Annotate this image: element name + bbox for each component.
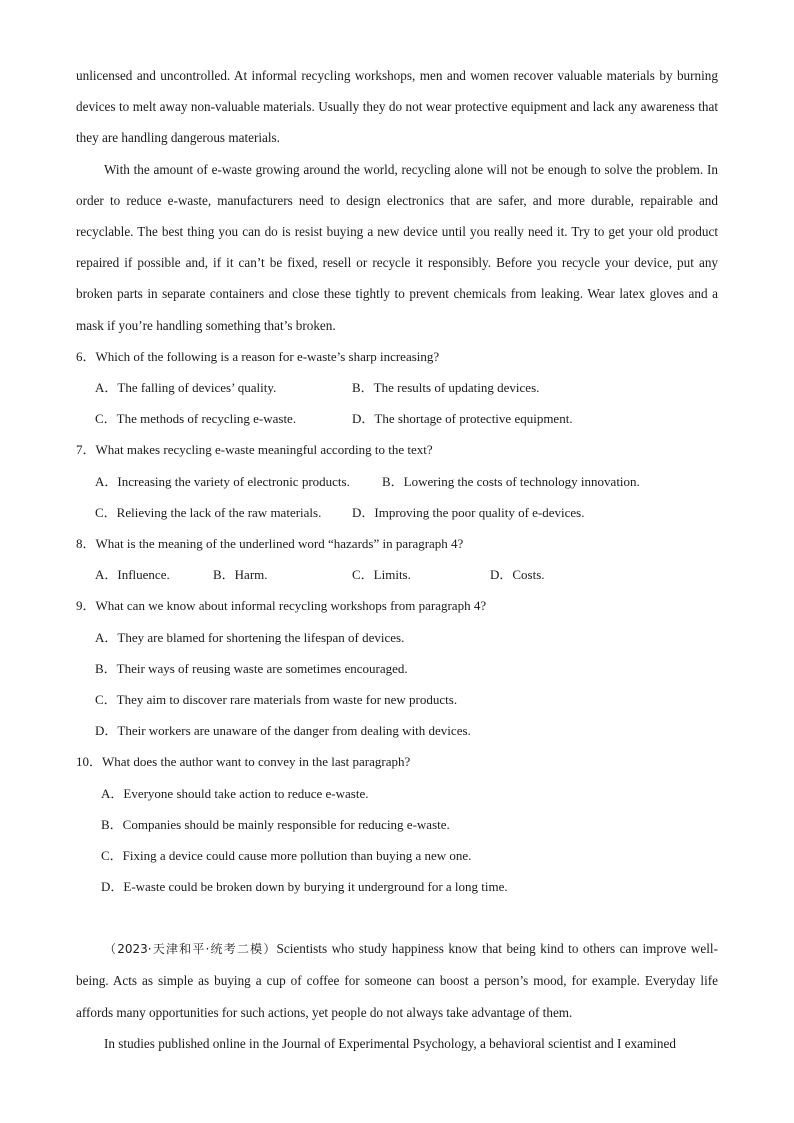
option-row xyxy=(76,372,718,403)
question-9 xyxy=(76,590,718,746)
passage1-paragraph-continued: unlicensed and uncontrolled. At informal recycling workshops, men and women recover valuable materials by burning devices to melt away non-valuable materials. Usually they do not wear protective equipment and lack any awareness that they are handling dangerous materials. xyxy=(76,68,718,146)
option-a: A．They are blamed for shortening the lifespan of devices. xyxy=(95,629,405,645)
question-8 xyxy=(76,528,718,590)
question-10 xyxy=(76,746,718,902)
passage1-last-paragraph: With the amount of e-waste growing around the world, recycling alone will not be enough to solve the problem. In order to reduce e-waste, manufacturers need to design electronics that are safer, and more durable, repairable and recyclable. The best thing you can do is resist buying a new device until you really need it. Try to get your old product repaired if possible and, if it can’t be fixed, resell or recycle it responsibly. Before you recycle your device, put any broken parts in separate containers and close these tightly to prevent chemicals from leaking. Wear latex gloves and a mask if you’re handling something that’s broken. xyxy=(76,161,718,333)
option-b: B．Their ways of reusing waste are sometimes encouraged. xyxy=(95,660,408,676)
question-stem: 9．What can we know about informal recycling workshops from paragraph 4? xyxy=(76,598,487,614)
option-b: B．Lowering the costs of technology innovation. xyxy=(382,473,640,489)
passage2-first-paragraph xyxy=(76,933,718,1028)
option-d: D．Their workers are unaware of the danger from dealing with devices. xyxy=(95,723,471,739)
question-stem: 7．What makes recycling e-waste meaningful according to the text? xyxy=(76,442,433,458)
option-row xyxy=(76,466,718,497)
option-a: A．The falling of devices’ quality. xyxy=(95,380,277,396)
option-c: C．Relieving the lack of the raw materials. xyxy=(95,504,322,520)
question-7 xyxy=(76,434,718,528)
option-c: C．Limits. xyxy=(352,567,411,583)
option-d: D．Improving the poor quality of e-devices. xyxy=(352,504,585,520)
question-stem: 10．What does the author want to convey in the last paragraph? xyxy=(76,754,411,770)
option-a: A．Everyone should take action to reduce e-waste. xyxy=(101,785,369,801)
option-c: C．They aim to discover rare materials from waste for new products. xyxy=(95,691,458,707)
option-d: D．The shortage of protective equipment. xyxy=(352,411,573,427)
passage2-second-paragraph: In studies published online in the Journal of Experimental Psychology, a behavioral scientist and I examined xyxy=(104,1035,676,1051)
option-a: A．Increasing the variety of electronic products. xyxy=(95,473,350,489)
option-a: A．Influence. xyxy=(95,567,170,583)
question-6 xyxy=(76,341,718,435)
question-stem: 6．Which of the following is a reason for e-waste’s sharp increasing? xyxy=(76,348,440,364)
passage2-first-paragraph-text: Scientists who study happiness know that being kind to others can improve well-being. Acts as simple as buying a cup of coffee for someone can boost a person’s mood, for example. Everyday life affords many opportunities for such actions, yet people do not always take advantage of them. xyxy=(76,941,718,1020)
option-row xyxy=(76,497,718,528)
document-page xyxy=(76,60,718,1059)
option-d: D．Costs. xyxy=(490,567,545,583)
option-c: C．Fixing a device could cause more pollution than buying a new one. xyxy=(101,847,472,863)
option-c: C．The methods of recycling e-waste. xyxy=(95,411,297,427)
question-stem: 8．What is the meaning of the underlined word “hazards” in paragraph 4? xyxy=(76,535,464,551)
option-b: B．Companies should be mainly responsible for reducing e-waste. xyxy=(101,816,450,832)
section-gap xyxy=(76,902,718,933)
option-row xyxy=(76,403,718,434)
option-b: B．Harm. xyxy=(213,567,268,583)
option-row xyxy=(76,559,718,590)
option-b: B．The results of updating devices. xyxy=(352,380,540,396)
source-label: （2023·天津和平·统考二模） xyxy=(104,942,277,957)
option-d: D．E-waste could be broken down by burying it underground for a long time. xyxy=(101,879,508,895)
